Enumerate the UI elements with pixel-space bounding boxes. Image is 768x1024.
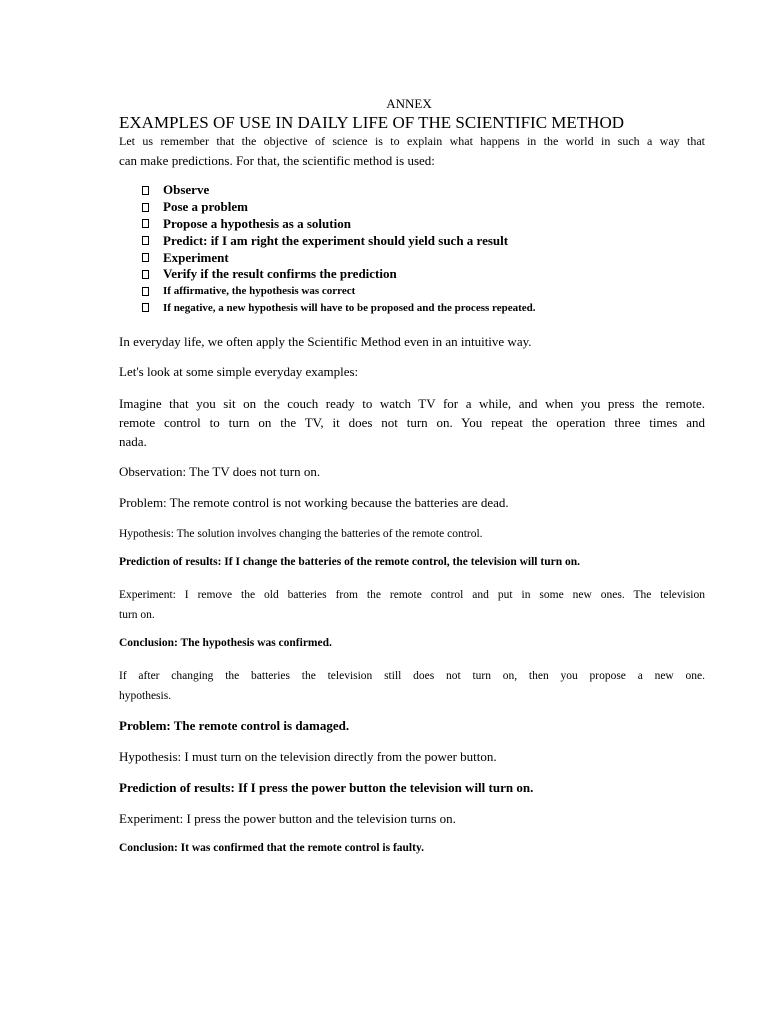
list-item <box>142 249 702 266</box>
paragraph <box>119 462 705 481</box>
paragraph-line: Let's look at some simple everyday examples: <box>119 364 359 379</box>
list-item-text: If negative, a new hypothesis will have to be proposed and the process repeated. <box>163 301 536 314</box>
paragraph <box>119 524 705 544</box>
paragraph-line: remote control to turn on the TV, it does not turn on. You repeat the operation three times and <box>119 415 705 430</box>
bullet-box-icon <box>142 203 149 212</box>
paragraph-line: Problem: The remote control is not working because the batteries are dead. <box>119 495 509 510</box>
list-item <box>142 300 702 317</box>
list-item-text: Predict: if I am right the experiment should yield such a result <box>163 232 509 248</box>
method-steps-list <box>142 182 702 316</box>
list-item-text: Experiment <box>163 249 229 265</box>
list-item-text: Verify if the result confirms the prediction <box>163 266 397 282</box>
intro-line: can make predictions. For that, the scientific method is used: <box>119 153 435 168</box>
paragraph-line: Conclusion: It was confirmed that the remote control is faulty. <box>119 842 424 854</box>
paragraph <box>119 585 705 625</box>
paragraph-line: Conclusion: The hypothesis was confirmed. <box>119 637 332 649</box>
paragraph-line: In everyday life, we often apply the Scientific Method even in an intuitive way. <box>119 334 532 349</box>
paragraph <box>119 635 705 651</box>
paragraph <box>119 554 705 570</box>
list-item-text: If affirmative, the hypothesis was correct <box>163 285 356 298</box>
paragraph-line: nada. <box>119 434 147 449</box>
paragraph <box>119 778 705 797</box>
paragraph-line: Imagine that you sit on the couch ready to watch TV for a while, and when you press the remote. <box>119 396 705 411</box>
paragraph <box>119 716 705 735</box>
paragraph-line: Prediction of results: If I change the batteries of the remote control, the television will turn on. <box>119 556 580 568</box>
list-item <box>142 182 702 199</box>
paragraph <box>119 809 705 828</box>
list-item <box>142 283 702 300</box>
list-item <box>142 216 702 233</box>
paragraph-line: Experiment: I press the power button and the television turns on. <box>119 811 456 826</box>
paragraph <box>119 362 705 381</box>
paragraph <box>119 840 705 856</box>
paragraph <box>119 394 705 451</box>
list-item <box>142 266 702 283</box>
paragraph <box>119 747 705 766</box>
list-item-text: Observe <box>163 182 210 198</box>
paragraph-line: Problem: The remote control is damaged. <box>119 718 350 733</box>
bullet-box-icon <box>142 270 149 279</box>
paragraph-line: If after changing the batteries the television still does not turn on, then you propose a new one. <box>119 670 705 682</box>
bullet-box-icon <box>142 236 149 245</box>
paragraph-line: hypothesis. <box>119 690 172 702</box>
bullet-box-icon <box>142 186 149 195</box>
paragraph <box>119 332 705 351</box>
list-item <box>142 199 702 216</box>
bullet-box-icon <box>142 303 149 312</box>
paragraph-line: Hypothesis: The solution involves changing the batteries of the remote control. <box>119 528 483 540</box>
paragraph <box>119 666 705 706</box>
paragraph-line: Observation: The TV does not turn on. <box>119 464 321 479</box>
list-item-text: Pose a problem <box>163 199 248 215</box>
bullet-box-icon <box>142 219 149 228</box>
bullet-box-icon <box>142 253 149 262</box>
list-item-text: Propose a hypothesis as a solution <box>163 215 351 231</box>
intro-line: Let us remember that the objective of science is to explain what happens in the world in such a way that <box>119 134 705 148</box>
annex-label: ANNEX <box>386 96 432 111</box>
intro-paragraph <box>119 133 705 171</box>
document-title: EXAMPLES OF USE IN DAILY LIFE OF THE SCIENTIFIC METHOD <box>119 113 624 132</box>
paragraph-line: Hypothesis: I must turn on the television directly from the power button. <box>119 749 497 764</box>
paragraph-line: Prediction of results: If I press the power button the television will turn on. <box>119 780 534 795</box>
list-item <box>142 232 702 249</box>
paragraph <box>119 493 705 512</box>
paragraph-line: turn on. <box>119 609 155 621</box>
bullet-box-icon <box>142 287 149 296</box>
paragraph-line: Experiment: I remove the old batteries from the remote control and put in some new ones. The television <box>119 589 705 601</box>
